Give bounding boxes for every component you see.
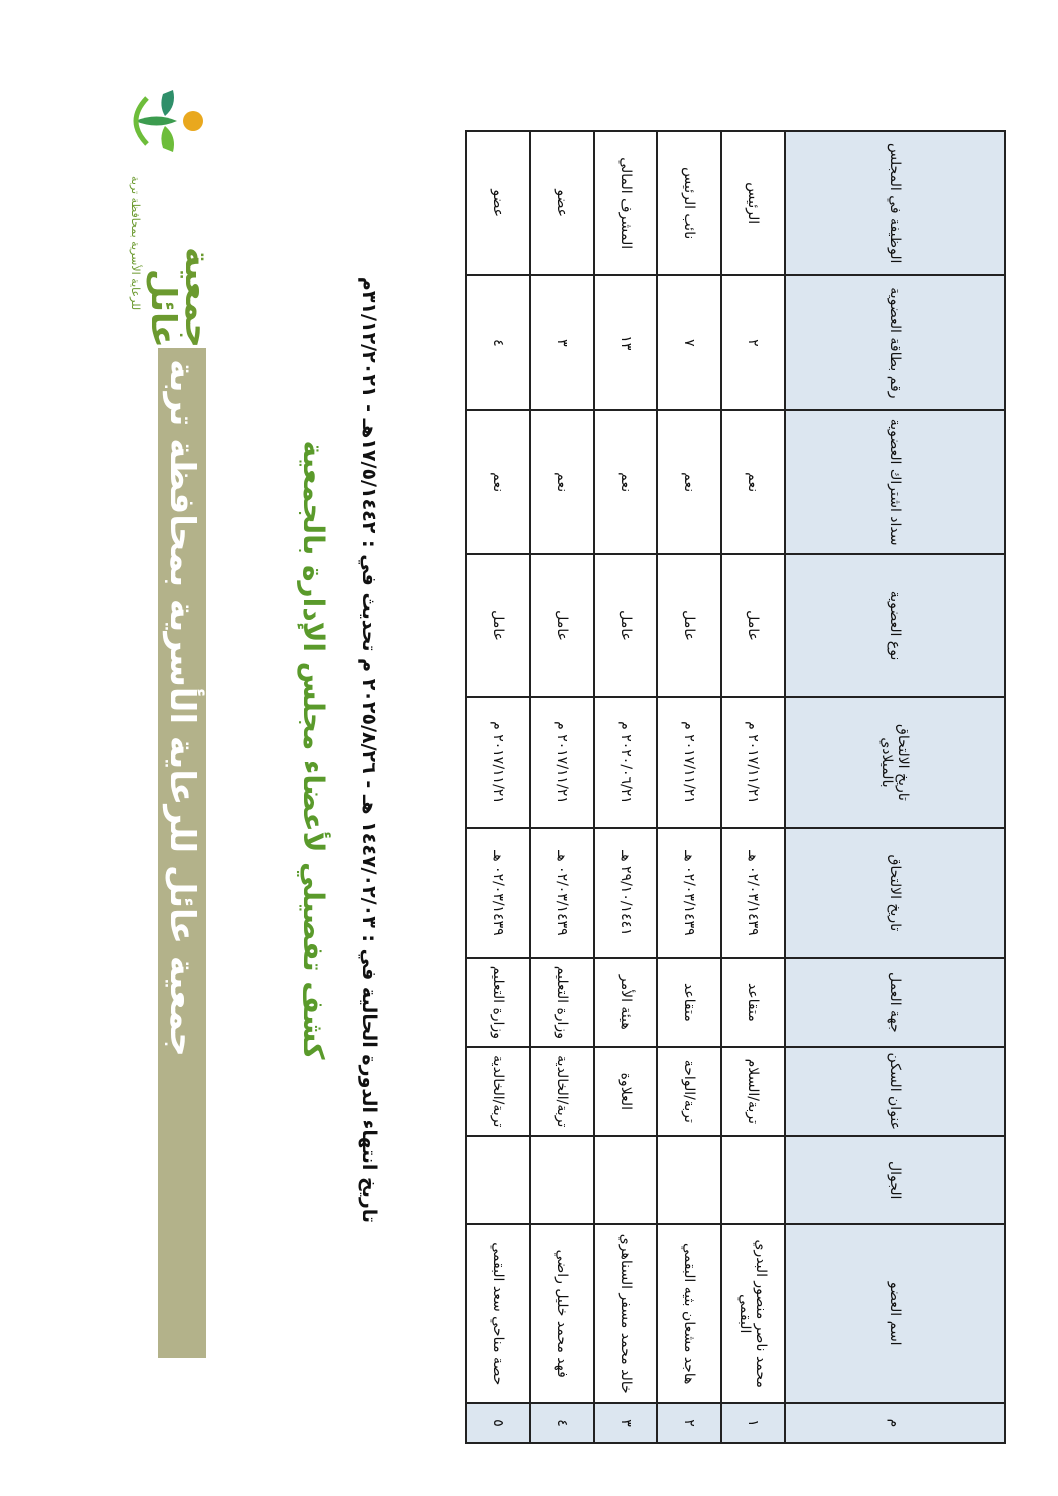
cell-join-date-gregorian: ٢٠١٧/١١/٢١ م xyxy=(466,697,530,827)
cell-employer: متقاعد xyxy=(657,958,721,1047)
cell-membership-type: عامل xyxy=(594,554,658,697)
cell-membership-type: عامل xyxy=(721,554,785,697)
cell-mobile xyxy=(657,1136,721,1224)
cell-mobile xyxy=(721,1136,785,1224)
table-row xyxy=(594,131,658,1443)
cell-board-role: نائب الرئيس xyxy=(657,131,721,275)
cell-membership-type: عامل xyxy=(657,554,721,697)
header-join-date-gregorian: تاريخ الالتحاق بالميلادي xyxy=(785,697,1005,827)
cell-name: هاجد مشعان بثيه البقمي xyxy=(657,1224,721,1403)
cell-employer: وزارة التعليم xyxy=(466,958,530,1047)
cell-card-number: ٣ xyxy=(530,275,594,410)
cell-join-date-gregorian: ٢٠١٧/١١/٢١ م xyxy=(657,697,721,827)
header-index: م xyxy=(785,1403,1005,1443)
cell-fee-paid: نعم xyxy=(466,410,530,553)
header-card-number: رقم بطاقة العضوية xyxy=(785,275,1005,410)
cell-mobile xyxy=(594,1136,658,1224)
cell-fee-paid: نعم xyxy=(530,410,594,553)
cell-board-role: عضو xyxy=(466,131,530,275)
cell-name: فهد محمد خليل راضي xyxy=(530,1224,594,1403)
cell-employer: هيئة الأمر xyxy=(594,958,658,1047)
cell-card-number: ٧ xyxy=(657,275,721,410)
cell-fee-paid: نعم xyxy=(594,410,658,553)
cell-index: ٢ xyxy=(657,1403,721,1443)
header-name: اسم العضو xyxy=(785,1224,1005,1403)
cell-index: ٥ xyxy=(466,1403,530,1443)
table-row xyxy=(530,131,594,1443)
cell-address: تربة/السلام xyxy=(721,1047,785,1136)
cell-join-date-hijri: ٠٢/٠٣/١٤٣٩ هـ xyxy=(657,828,721,958)
table-row xyxy=(466,131,530,1443)
header-employer: جهة العمل xyxy=(785,958,1005,1047)
header-mobile: الجوال xyxy=(785,1136,1005,1224)
board-members-table xyxy=(465,130,1006,1444)
logo-name: جمعية عائل xyxy=(143,247,218,348)
cell-fee-paid: نعم xyxy=(721,410,785,553)
cell-mobile xyxy=(466,1136,530,1224)
cell-address: تربة/الخالدية xyxy=(530,1047,594,1136)
cell-index: ١ xyxy=(721,1403,785,1443)
cell-card-number: ٤ xyxy=(466,275,530,410)
cell-join-date-hijri: ٢٩/١٠/١٤٤١ هـ xyxy=(594,828,658,958)
report-period-line: تاريخ انتهاء الدورة الحالية في : ١٤٤٧/٠٢/٠٣ هـ - ٢٠٢٥/٨/٢٦ م تحديث في : ١٧/٥/١٤٤٢هـ - ٣١/١٢/٢٠٢١م xyxy=(358,276,380,1224)
cell-card-number: ٢ xyxy=(721,275,785,410)
cell-fee-paid: نعم xyxy=(657,410,721,553)
cell-name: حصة مناحي سعد البقمي xyxy=(466,1224,530,1403)
cell-employer: وزارة التعليم xyxy=(530,958,594,1047)
cell-name: محمد ناصر منصور البدري البقمي xyxy=(721,1224,785,1403)
header-join-date-hijri: تاريخ الالتحاق xyxy=(785,828,1005,958)
banner-title: جمعية عائل للرعاية الأسرية بمحافظة تربة xyxy=(162,359,202,1057)
cell-address: تربة/الخالدية xyxy=(466,1047,530,1136)
cell-employer: متقاعد xyxy=(721,958,785,1047)
cell-board-role: المشرف المالي xyxy=(594,131,658,275)
cell-join-date-hijri: ٠٢/٠٣/١٤٣٩ هـ xyxy=(530,828,594,958)
cell-card-number: ١٣ xyxy=(594,275,658,410)
board-members-table-container xyxy=(465,130,1006,1444)
table-row xyxy=(657,131,721,1443)
report-title: كشف تفصيلي لأعضاء مجلس الإدارة بالجمعية xyxy=(297,440,330,1060)
cell-address: العلاوة xyxy=(594,1047,658,1136)
cell-membership-type: عامل xyxy=(466,554,530,697)
cell-membership-type: عامل xyxy=(530,554,594,697)
header-membership-type: نوع العضوية xyxy=(785,554,1005,697)
logo-subtitle: للرعاية الأسرية بمحافظة تربة xyxy=(129,176,143,311)
logo-emblem-icon xyxy=(127,76,217,166)
cell-board-role: الرئيس xyxy=(721,131,785,275)
cell-mobile xyxy=(530,1136,594,1224)
cell-join-date-hijri: ٠٢/٠٣/١٤٣٩ هـ xyxy=(721,828,785,958)
cell-index: ٣ xyxy=(594,1403,658,1443)
table-header-row xyxy=(785,131,1005,1443)
header-fee-paid: سداد اشتراك العضوية xyxy=(785,410,1005,553)
header-address: عنوان السكن xyxy=(785,1047,1005,1136)
cell-join-date-gregorian: ٢٠٢٠/٠٦/٢١ م xyxy=(594,697,658,827)
cell-join-date-gregorian: ٢٠١٧/١١/٢١ م xyxy=(721,697,785,827)
cell-board-role: عضو xyxy=(530,131,594,275)
cell-join-date-hijri: ٠٢/٠٣/١٤٣٩ هـ xyxy=(466,828,530,958)
cell-index: ٤ xyxy=(530,1403,594,1443)
cell-address: تربة/الواحة xyxy=(657,1047,721,1136)
header-board-role: الوظيفة في المجلس xyxy=(785,131,1005,275)
cell-join-date-gregorian: ٢٠١٧/١١/٢١ م xyxy=(530,697,594,827)
organization-logo xyxy=(112,58,232,348)
table-row xyxy=(721,131,785,1443)
cell-name: خالد محمد مسفر السناهري xyxy=(594,1224,658,1403)
